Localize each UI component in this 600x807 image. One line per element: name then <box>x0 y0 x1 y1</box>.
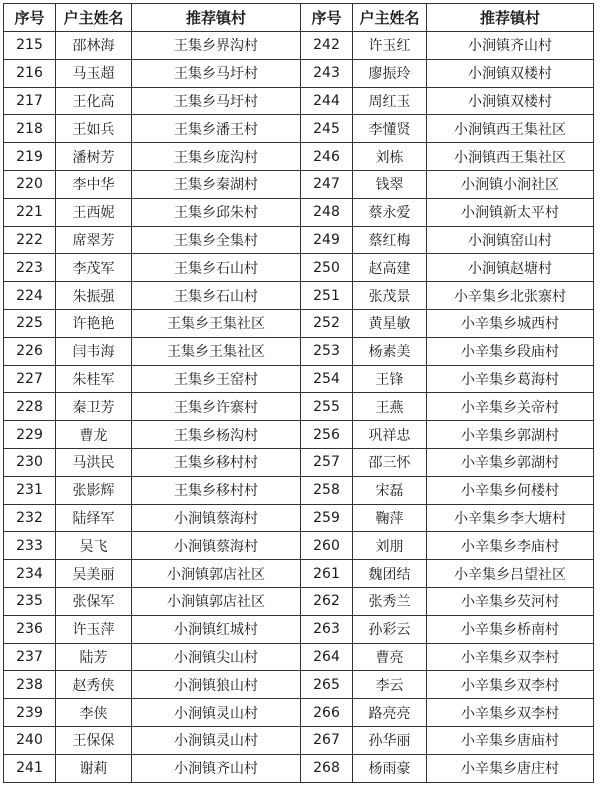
cell-index: 235 <box>4 587 56 615</box>
cell-index: 260 <box>301 532 353 560</box>
cell-name: 杨雨豪 <box>353 754 427 782</box>
cell-village: 小涧镇尖山村 <box>132 643 301 671</box>
cell-name: 孙华丽 <box>353 726 427 754</box>
table-row <box>4 699 594 727</box>
cell-village: 小涧镇西王集社区 <box>427 143 594 171</box>
cell-village: 王集乡石山村 <box>132 254 301 282</box>
cell-index: 255 <box>301 393 353 421</box>
cell-name: 闫韦海 <box>56 337 132 365</box>
cell-name: 许玉萍 <box>56 615 132 643</box>
cell-village: 小辛集乡北张寨村 <box>427 282 594 310</box>
cell-name: 马玉超 <box>56 59 132 87</box>
cell-village: 王集乡移村村 <box>132 476 301 504</box>
cell-village: 王集乡石山村 <box>132 282 301 310</box>
table-row <box>4 393 594 421</box>
cell-name: 宋磊 <box>353 476 427 504</box>
cell-village: 小辛集乡双李村 <box>427 671 594 699</box>
cell-village: 王集乡王集社区 <box>132 337 301 365</box>
cell-village: 小涧镇双楼村 <box>427 87 594 115</box>
cell-village: 小辛集乡李庙村 <box>427 532 594 560</box>
cell-name: 王燕 <box>353 393 427 421</box>
table-row <box>4 309 594 337</box>
cell-name: 李茂军 <box>56 254 132 282</box>
cell-name: 孙彩云 <box>353 615 427 643</box>
cell-index: 222 <box>4 226 56 254</box>
table-row <box>4 87 594 115</box>
cell-village: 小涧镇蔡海村 <box>132 532 301 560</box>
cell-village: 王集乡邱朱村 <box>132 198 301 226</box>
table-row <box>4 59 594 87</box>
cell-index: 234 <box>4 560 56 588</box>
cell-index: 233 <box>4 532 56 560</box>
cell-index: 250 <box>301 254 353 282</box>
cell-index: 218 <box>4 115 56 143</box>
cell-village: 王集乡马圩村 <box>132 59 301 87</box>
cell-village: 王集乡马圩村 <box>132 87 301 115</box>
cell-village: 小辛集乡吕望社区 <box>427 560 594 588</box>
cell-name: 蔡永爱 <box>353 198 427 226</box>
cell-village: 小涧镇双楼村 <box>427 59 594 87</box>
cell-index: 228 <box>4 393 56 421</box>
cell-index: 254 <box>301 365 353 393</box>
table-row <box>4 587 594 615</box>
cell-index: 239 <box>4 699 56 727</box>
cell-name: 谢莉 <box>56 754 132 782</box>
cell-name: 邵林海 <box>56 32 132 60</box>
table-row <box>4 504 594 532</box>
cell-name: 许玉红 <box>353 32 427 60</box>
cell-index: 265 <box>301 671 353 699</box>
cell-index: 266 <box>301 699 353 727</box>
header-village: 推荐镇村 <box>427 4 594 32</box>
cell-index: 240 <box>4 726 56 754</box>
cell-index: 226 <box>4 337 56 365</box>
header-name: 户主姓名 <box>56 4 132 32</box>
table-row <box>4 754 594 782</box>
header-index: 序号 <box>301 4 353 32</box>
cell-name: 朱桂军 <box>56 365 132 393</box>
cell-village: 小辛集乡郭湖村 <box>427 448 594 476</box>
cell-name: 钱翠 <box>353 170 427 198</box>
header-row <box>4 4 594 32</box>
cell-index: 249 <box>301 226 353 254</box>
table-body <box>4 32 594 783</box>
cell-village: 小涧镇郭店社区 <box>132 587 301 615</box>
cell-index: 230 <box>4 448 56 476</box>
table-row <box>4 671 594 699</box>
cell-index: 242 <box>301 32 353 60</box>
cell-village: 小辛集乡唐庙村 <box>427 726 594 754</box>
cell-name: 邵三怀 <box>353 448 427 476</box>
cell-index: 238 <box>4 671 56 699</box>
cell-name: 黄星敏 <box>353 309 427 337</box>
cell-index: 268 <box>301 754 353 782</box>
cell-index: 236 <box>4 615 56 643</box>
cell-village: 小辛集乡段庙村 <box>427 337 594 365</box>
cell-name: 路亮亮 <box>353 699 427 727</box>
cell-name: 陆芳 <box>56 643 132 671</box>
table-row <box>4 560 594 588</box>
cell-name: 刘朋 <box>353 532 427 560</box>
cell-name: 曹亮 <box>353 643 427 671</box>
cell-index: 261 <box>301 560 353 588</box>
cell-village: 小辛集乡何楼村 <box>427 476 594 504</box>
cell-name: 刘栋 <box>353 143 427 171</box>
cell-village: 小涧镇西王集社区 <box>427 115 594 143</box>
cell-name: 魏团结 <box>353 560 427 588</box>
table-row <box>4 421 594 449</box>
table-row <box>4 365 594 393</box>
table-row <box>4 143 594 171</box>
cell-village: 小辛集乡郭湖村 <box>427 421 594 449</box>
table-row <box>4 32 594 60</box>
cell-index: 244 <box>301 87 353 115</box>
cell-name: 廖振玲 <box>353 59 427 87</box>
cell-village: 小涧镇齐山村 <box>427 32 594 60</box>
cell-index: 216 <box>4 59 56 87</box>
cell-village: 小涧镇蔡海村 <box>132 504 301 532</box>
cell-village: 小辛集乡桥南村 <box>427 615 594 643</box>
cell-index: 247 <box>301 170 353 198</box>
cell-name: 李云 <box>353 671 427 699</box>
cell-village: 小涧镇小涧社区 <box>427 170 594 198</box>
cell-name: 许艳艳 <box>56 309 132 337</box>
table-row <box>4 198 594 226</box>
cell-village: 小涧镇新太平村 <box>427 198 594 226</box>
cell-name: 王锋 <box>353 365 427 393</box>
table-row <box>4 448 594 476</box>
cell-village: 小辛集乡关帝村 <box>427 393 594 421</box>
cell-village: 小涧镇灵山村 <box>132 699 301 727</box>
cell-village: 小涧镇郭店社区 <box>132 560 301 588</box>
cell-village: 小辛集乡唐庄村 <box>427 754 594 782</box>
cell-name: 张秀兰 <box>353 587 427 615</box>
cell-name: 张茂景 <box>353 282 427 310</box>
cell-name: 秦卫芳 <box>56 393 132 421</box>
cell-index: 257 <box>301 448 353 476</box>
cell-name: 赵秀侠 <box>56 671 132 699</box>
table-row <box>4 532 594 560</box>
cell-village: 小涧镇灵山村 <box>132 726 301 754</box>
cell-index: 232 <box>4 504 56 532</box>
cell-village: 小辛集乡城西村 <box>427 309 594 337</box>
table-row <box>4 643 594 671</box>
cell-name: 马洪民 <box>56 448 132 476</box>
cell-village: 王集乡移村村 <box>132 448 301 476</box>
table-row <box>4 170 594 198</box>
cell-village: 王集乡潘王村 <box>132 115 301 143</box>
cell-name: 王如兵 <box>56 115 132 143</box>
table-row <box>4 115 594 143</box>
cell-name: 杨素美 <box>353 337 427 365</box>
cell-index: 241 <box>4 754 56 782</box>
cell-village: 王集乡庞沟村 <box>132 143 301 171</box>
header-name: 户主姓名 <box>353 4 427 32</box>
table-row <box>4 282 594 310</box>
cell-name: 李中华 <box>56 170 132 198</box>
cell-index: 215 <box>4 32 56 60</box>
cell-village: 小涧镇红城村 <box>132 615 301 643</box>
cell-name: 朱振强 <box>56 282 132 310</box>
cell-index: 231 <box>4 476 56 504</box>
cell-village: 小辛集乡李大塘村 <box>427 504 594 532</box>
cell-name: 周红玉 <box>353 87 427 115</box>
cell-village: 王集乡许寨村 <box>132 393 301 421</box>
cell-village: 王集乡杨沟村 <box>132 421 301 449</box>
cell-name: 张保军 <box>56 587 132 615</box>
table-row <box>4 226 594 254</box>
cell-index: 246 <box>301 143 353 171</box>
cell-index: 219 <box>4 143 56 171</box>
cell-index: 243 <box>301 59 353 87</box>
cell-village: 小辛集乡双李村 <box>427 699 594 727</box>
cell-index: 248 <box>301 198 353 226</box>
cell-index: 217 <box>4 87 56 115</box>
cell-village: 小辛集乡芡河村 <box>427 587 594 615</box>
table-row <box>4 337 594 365</box>
cell-village: 小辛集乡双李村 <box>427 643 594 671</box>
household-table <box>3 3 594 783</box>
cell-village: 王集乡界沟村 <box>132 32 301 60</box>
cell-index: 259 <box>301 504 353 532</box>
cell-index: 225 <box>4 309 56 337</box>
header-village: 推荐镇村 <box>132 4 301 32</box>
cell-village: 小涧镇赵塘村 <box>427 254 594 282</box>
cell-name: 巩祥忠 <box>353 421 427 449</box>
cell-index: 229 <box>4 421 56 449</box>
table-row <box>4 615 594 643</box>
cell-index: 252 <box>301 309 353 337</box>
cell-name: 鞠萍 <box>353 504 427 532</box>
cell-name: 蔡红梅 <box>353 226 427 254</box>
cell-index: 256 <box>301 421 353 449</box>
cell-index: 221 <box>4 198 56 226</box>
cell-village: 小涧镇狼山村 <box>132 671 301 699</box>
cell-index: 223 <box>4 254 56 282</box>
cell-index: 245 <box>301 115 353 143</box>
cell-index: 263 <box>301 615 353 643</box>
cell-name: 吴美丽 <box>56 560 132 588</box>
cell-name: 王保保 <box>56 726 132 754</box>
cell-village: 小涧镇窑山村 <box>427 226 594 254</box>
table-row <box>4 254 594 282</box>
cell-name: 吴飞 <box>56 532 132 560</box>
cell-name: 张影辉 <box>56 476 132 504</box>
cell-name: 赵高建 <box>353 254 427 282</box>
cell-index: 251 <box>301 282 353 310</box>
cell-village: 王集乡秦湖村 <box>132 170 301 198</box>
cell-village: 王集乡王集社区 <box>132 309 301 337</box>
cell-village: 王集乡王窑村 <box>132 365 301 393</box>
table-row <box>4 476 594 504</box>
cell-index: 267 <box>301 726 353 754</box>
table-row <box>4 726 594 754</box>
cell-index: 262 <box>301 587 353 615</box>
cell-index: 220 <box>4 170 56 198</box>
header-index: 序号 <box>4 4 56 32</box>
cell-index: 237 <box>4 643 56 671</box>
cell-index: 224 <box>4 282 56 310</box>
cell-village: 王集乡全集村 <box>132 226 301 254</box>
cell-name: 曹龙 <box>56 421 132 449</box>
cell-name: 席翠芳 <box>56 226 132 254</box>
cell-name: 陆绎军 <box>56 504 132 532</box>
cell-index: 258 <box>301 476 353 504</box>
cell-index: 227 <box>4 365 56 393</box>
cell-name: 王西妮 <box>56 198 132 226</box>
cell-index: 253 <box>301 337 353 365</box>
cell-name: 李懂贤 <box>353 115 427 143</box>
cell-index: 264 <box>301 643 353 671</box>
cell-village: 小辛集乡葛海村 <box>427 365 594 393</box>
cell-name: 王化高 <box>56 87 132 115</box>
cell-name: 李侠 <box>56 699 132 727</box>
cell-name: 潘树芳 <box>56 143 132 171</box>
cell-village: 小涧镇齐山村 <box>132 754 301 782</box>
